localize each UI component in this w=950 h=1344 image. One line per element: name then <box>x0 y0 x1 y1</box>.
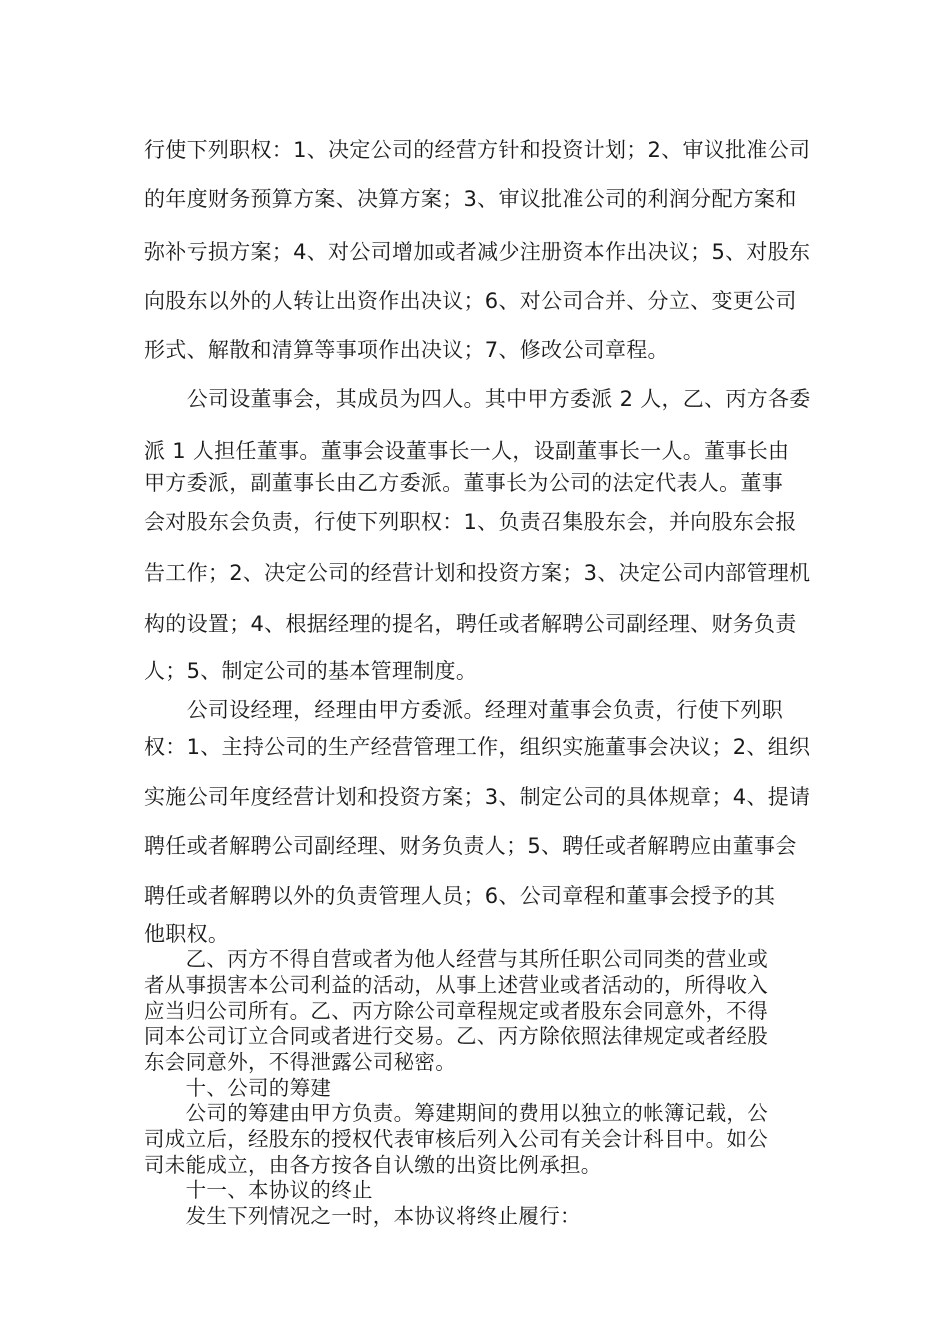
text-line: 甲方委派，副董事长由乙方委派。董事长为公司的法定代表人。董事 <box>144 471 783 495</box>
text-line: 人；5、制定公司的基本管理制度。 <box>144 659 478 683</box>
text-line: 公司的筹建由甲方负责。筹建期间的费用以独立的帐簿记载，公 <box>144 1101 768 1125</box>
text-line: 形式、解散和清算等事项作出决议；7、修改公司章程。 <box>144 338 669 362</box>
text-line: 公司设经理，经理由甲方委派。经理对董事会负责，行使下列职 <box>144 698 783 722</box>
text-line: 构的设置；4、根据经理的提名，聘任或者解聘公司副经理、财务负责 <box>144 612 797 636</box>
text-line: 司未能成立，由各方按各自认缴的出资比例承担。 <box>144 1153 602 1177</box>
text-line: 聘任或者解聘以外的负责管理人员；6、公司章程和董事会授予的其 <box>144 884 776 908</box>
text-line: 他职权。 <box>144 922 230 946</box>
text-line: 聘任或者解聘公司副经理、财务负责人；5、聘任或者解聘应由董事会 <box>144 834 797 858</box>
text-line: 权：1、主持公司的生产经营管理工作，组织实施董事会决议；2、组织 <box>144 735 811 759</box>
text-line: 向股东以外的人转让出资作出决议；6、对公司合并、分立、变更公司 <box>144 289 797 313</box>
text-line: 公司设董事会，其成员为四人。其中甲方委派 2 人，乙、丙方各委 <box>144 387 811 411</box>
text-line: 派 1 人担任董事。董事会设董事长一人，设副董事长一人。董事长由 <box>144 439 790 463</box>
section-heading: 十一、本协议的终止 <box>144 1178 373 1202</box>
text-line: 司成立后，经股东的授权代表审核后列入公司有关会计科目中。如公 <box>144 1127 768 1151</box>
text-line: 实施公司年度经营计划和投资方案；3、制定公司的具体规章；4、提请 <box>144 785 811 809</box>
text-line: 的年度财务预算方案、决算方案；3、审议批准公司的利润分配方案和 <box>144 187 797 211</box>
text-line: 会对股东会负责，行使下列职权：1、负责召集股东会，并向股东会报 <box>144 510 797 534</box>
text-line: 者从事损害本公司利益的活动，从事上述营业或者活动的，所得收入 <box>144 973 768 997</box>
text-line: 东会同意外，不得泄露公司秘密。 <box>144 1050 456 1074</box>
text-line: 同本公司订立合同或者进行交易。乙、丙方除依照法律规定或者经股 <box>144 1024 768 1048</box>
text-line: 告工作；2、决定公司的经营计划和投资方案；3、决定公司内部管理机 <box>144 561 811 585</box>
text-line: 发生下列情况之一时，本协议将终止履行： <box>144 1204 581 1228</box>
text-line: 应当归公司所有。乙、丙方除公司章程规定或者股东会同意外，不得 <box>144 999 768 1023</box>
text-line: 行使下列职权：1、决定公司的经营方针和投资计划；2、审议批准公司 <box>144 138 811 162</box>
text-line: 乙、丙方不得自营或者为他人经营与其所任职公司同类的营业或 <box>144 947 768 971</box>
text-line: 弥补亏损方案；4、对公司增加或者减少注册资本作出决议；5、对股东 <box>144 240 811 264</box>
section-heading: 十、公司的筹建 <box>144 1076 332 1100</box>
